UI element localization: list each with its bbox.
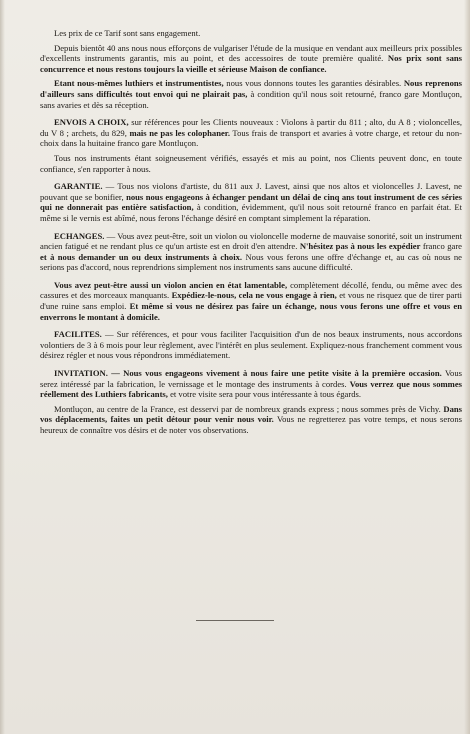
paragraph-violon-ancien: Vous avez peut-être aussi un violon ancien en état lamentable, complètement décollé, fendu, ou même avec des cassures et des morceaux manquants. Expédiez-le-nous, cela ne vous engage à rien, et vous ne risquez que de tirer parti d'une ruine sans emploi. Et même si vous ne désirez pas faire un échange, nous vous ferons une offre et vous en enverrons le montant à domicile.: [40, 279, 463, 322]
paragraph-facilites: FACILITES. — Sur références, et pour vous faciliter l'acquisition d'un de nos beaux instruments, nous accordons volontiers de 3 à 6 mois pour leur règlement, avec l'intérêt en plus seulement. Expliquez-nous franchement comment vous désirez régler et nous vous répondrons immédiatement.: [40, 329, 462, 361]
paragraph-luthiers: Etant nous-mêmes luthiers et instrumentistes, nous vous donnons toutes les garanties désirables. Nous reprenons d'ailleurs sans difficultés tout envoi qui ne plairait pas, à condition qu'il nous soit retourné, franco gare Montluçon, sans avaries et dès sa réception.: [40, 78, 463, 110]
paragraph-echanges: ECHANGES. — Vous avez peut-être, soit un violon ou violoncelle moderne de mauvaise sonorité, soit un instrument ancien fatigué et ne rendant plus ce qu'un artiste est en droit d'en attendre. N'hésitez pas à nous les expédier franco gare et à nous demander un ou deux instruments à choix. Nous vous ferons une offre d'échange et, au cas où nous ne serions pas d'accord, nous reprendrions simplement nos instruments sans aucune difficulté.: [40, 230, 462, 273]
paragraph-price-notice: Les prix de ce Tarif sont sans engagement.: [54, 28, 201, 38]
closing-divider-rule: [196, 620, 274, 621]
paragraph-invitation: INVITATION. — Nous vous engageons vivement à nous faire une petite visite à la première occasion. Vous serez intéressé par la fabrication, le vernissage et le montage des instruments à cordes. Vous verrez que nous sommes réellement des Luthiers fabricants, et votre visite sera pour vous intéressante à tous égards.: [40, 368, 463, 400]
paragraph-garantie: GARANTIE. — Tous nos violons d'artiste, du 811 aux J. Lavest, ainsi que nos altos et violoncelles J. Lavest, ne pouvant que se bonifier, nous nous engageons à échanger pendant un délai de cinq ans tout instrument de ces séries qui ne donnerait pas entière satisfaction, à condition, évidemment, qu'il nous soit retourné franco en parfait état. Et même si le vernis est abîmé, nous ferons l'échange désiré en comptant simplement la réparation.: [40, 181, 463, 223]
page-edge-shadow-left: [0, 0, 5, 734]
paragraph-envois-a-choix: ENVOIS A CHOIX, sur références pour les Clients nouveaux : Violons à partir du 811 ; alto, du A 8 ; violoncelles, du V 8 ; archets, du 829, mais ne pas les colophaner. Tous frais de transport et avaries à votre charge, et retour du non-choix dans la huitaine franco gare Montluçon.: [40, 117, 463, 149]
document-body: [40, 28, 462, 443]
paragraph-verification: Tous nos instruments étant soigneusement vérifiés, essayés et mis au point, nos Clients peuvent donc, en toute confiance, s'en rapporter à nous.: [40, 152, 462, 174]
paragraph-intro: Depuis bientôt 40 ans nous nous efforçons de vulgariser l'étude de la musique en vendant aux meilleurs prix possibles d'excellents instruments garantis, mis au point, et des accessoires de toute première qualité. Nos prix sont sans concurrence et nous restons toujours la vieille et sérieuse Maison de confiance.: [40, 42, 462, 74]
page-edge-shadow-right: [464, 0, 470, 734]
paragraph-montlucon: Montluçon, au centre de la France, est desservi par de nombreux grands express ; nous sommes près de Vichy. Dans vos déplacements, faites un petit détour pour venir nous voir. Vous ne regretterez pas votre temps, et nous serons heureux de connaître vos désirs et de noter vos observations.: [40, 403, 462, 435]
